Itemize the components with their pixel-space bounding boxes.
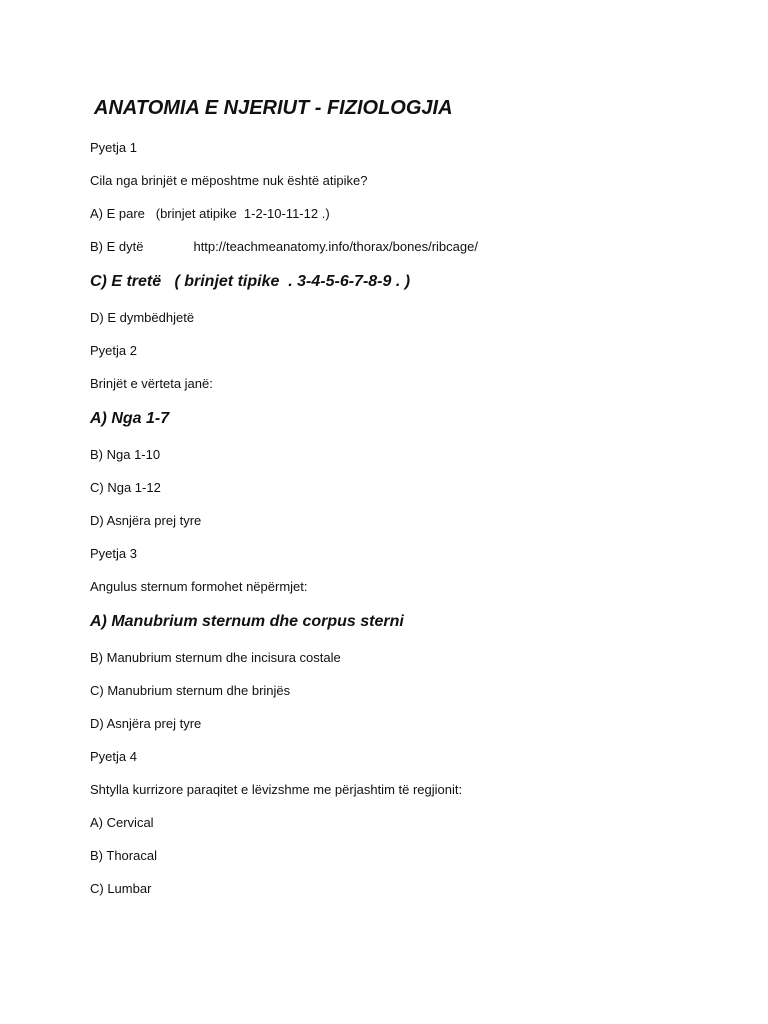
question-2-label: Pyetja 2 <box>90 343 137 358</box>
question-1-option-b <box>90 239 478 255</box>
question-2-option-d: D) Asnjëra prej tyre <box>90 513 202 528</box>
question-4-option-a: A) Cervical <box>90 815 154 830</box>
question-2-option-b: B) Nga 1-10 <box>90 447 161 462</box>
question-4-label: Pyetja 4 <box>90 749 137 764</box>
question-1-option-d: D) E dymbëdhjetë <box>90 310 195 325</box>
question-3-option-c: C) Manubrium sternum dhe brinjës <box>90 683 291 698</box>
question-1-option-c-answer: C) E tretë ( brinjet tipike . 3-4-5-6-7-8-9 . ) <box>90 273 411 290</box>
document-title: ANATOMIA E NJERIUT - FIZIOLOGJIA <box>94 97 453 119</box>
question-3-text: Angulus sternum formohet nëpërmjet: <box>90 579 308 594</box>
question-4-option-c: C) Lumbar <box>90 881 152 896</box>
question-3-option-d: D) Asnjëra prej tyre <box>90 716 202 731</box>
question-1-option-b-label: B) E dytë <box>90 239 144 254</box>
question-2-option-c: C) Nga 1-12 <box>90 480 161 495</box>
question-3-label: Pyetja 3 <box>90 546 137 561</box>
question-2-text: Brinjët e vërteta janë: <box>90 376 213 391</box>
question-3-option-b: B) Manubrium sternum dhe incisura costale <box>90 650 341 665</box>
question-4-option-b: B) Thoracal <box>90 848 157 863</box>
question-1-option-a: A) E pare (brinjet atipike 1-2-10-11-12 .) <box>90 206 330 221</box>
question-1-label: Pyetja 1 <box>90 140 137 155</box>
question-3-option-a-answer: A) Manubrium sternum dhe corpus sterni <box>90 613 404 630</box>
question-2-option-a-answer: A) Nga 1-7 <box>90 410 170 427</box>
reference-link[interactable]: http://teachmeanatomy.info/thorax/bones/ribcage/ <box>193 239 478 254</box>
question-4-text: Shtylla kurrizore paraqitet e lëvizshme me përjashtim të regjionit: <box>90 782 463 797</box>
question-1-text: Cila nga brinjët e mëposhtme nuk është atipike? <box>90 173 368 188</box>
